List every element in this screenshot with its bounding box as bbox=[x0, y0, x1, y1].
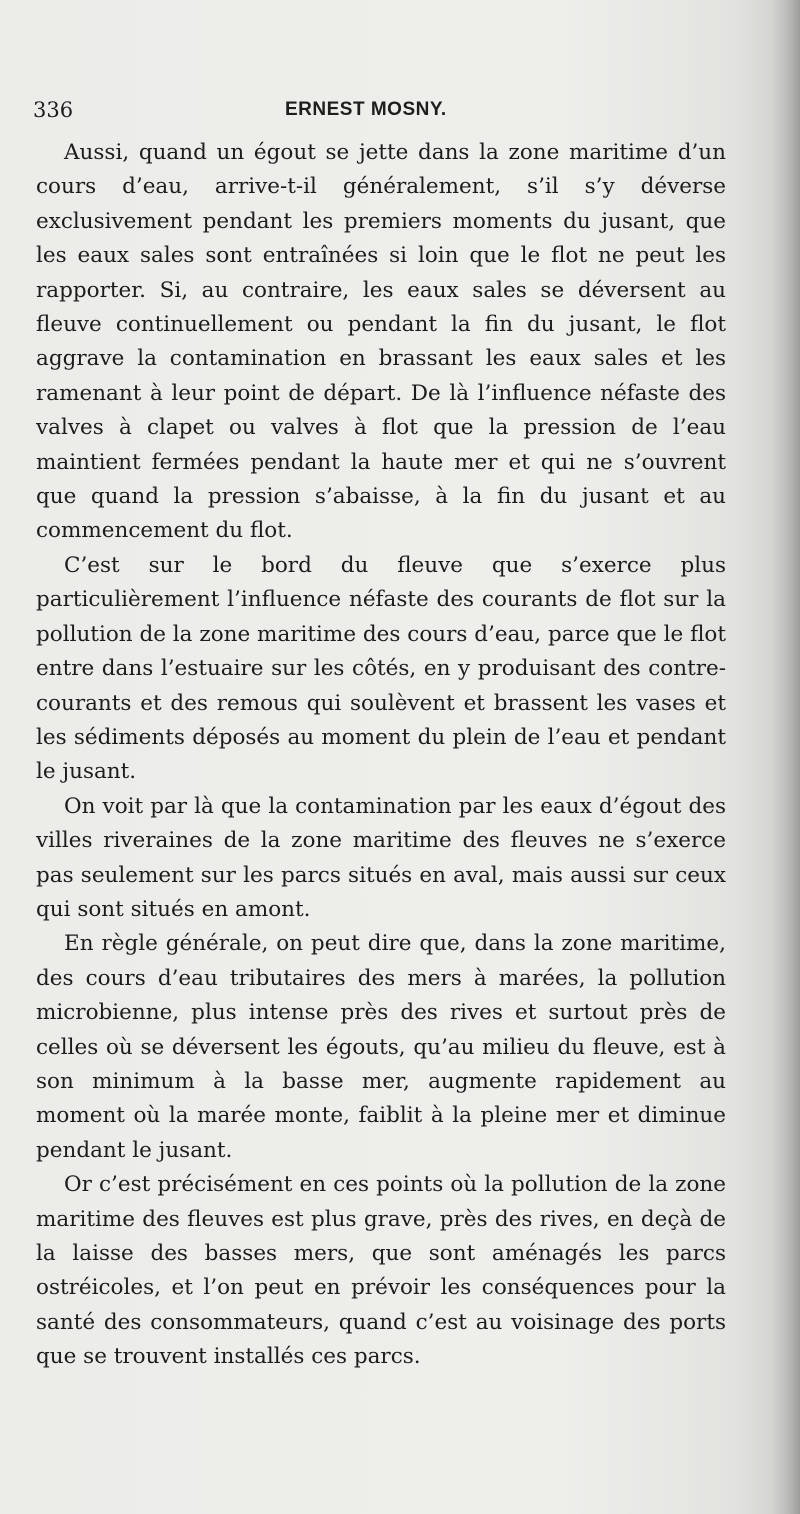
running-head bbox=[33, 98, 723, 128]
page-number: 336 bbox=[33, 98, 74, 122]
paragraph-4: En règle générale, on peut dire que, dans la zone maritime, des cours d’eau tributaires des mers à marées, la pollution microbienne, plus intense près des rives et surtout près de celles où se déversent les égouts, qu’au milieu du fleuve, est à son minimum à la basse mer, augmente rapidement au moment où la marée monte, faiblit à la pleine mer et diminue pendant le jusant. bbox=[36, 931, 726, 1163]
body-text bbox=[36, 136, 726, 1375]
header-title: ERNEST MOSNY. bbox=[285, 99, 447, 120]
paragraph-2: C’est sur le bord du fleuve que s’exerce plus particulièrement l’influence néfaste des courants de flot sur la pollution de la zone maritime des cours d’eau, parce que le flot entre dans l’estuaire sur les côtés, en y produisant des contre-courants et des remous qui soulèvent et brassent les vases et les sédiments déposés au moment du plein de l’eau et pendant le jusant. bbox=[36, 552, 726, 785]
page-spine-shadow bbox=[772, 0, 800, 1514]
paragraph-1: Aussi, quand un égout se jette dans la zone maritime d’un cours d’eau, arrive-t-il généralement, s’il s’y déverse exclusivement pendant les premiers moments du jusant, que les eaux sales sont entraînées si loin que le flot ne peut les rapporter. Si, au contraire, les eaux sales se déversent au fleuve continuellement ou pendant la fin du jusant, le flot aggrave la contamination en brassant les eaux sales et les ramenant à leur point de départ. De là l’influence néfaste des valves à clapet ou valves à flot que la pression de l’eau maintient fermées pendant la haute mer et qui ne s’ouvrent que quand la pression s’abaisse, à la fin du jusant et au commencement du flot. bbox=[36, 140, 726, 544]
paragraph-3: On voit par là que la contamination par les eaux d’égout des villes riveraines de la zone maritime des fleuves ne s’exerce pas seulement sur les parcs situés en aval, mais aussi sur ceux qui sont situés en amont. bbox=[36, 793, 726, 922]
paragraph-5: Or c’est précisément en ces points où la pollution de la zone maritime des fleuves est plus grave, près des rives, en deçà de la laisse des basses mers, que sont aménagés les parcs ostréicoles, et l’on peut en prévoir les conséquences pour la santé des consommateurs, quand c’est au voisinage des ports que se trouvent installés ces parcs. bbox=[36, 1172, 726, 1370]
